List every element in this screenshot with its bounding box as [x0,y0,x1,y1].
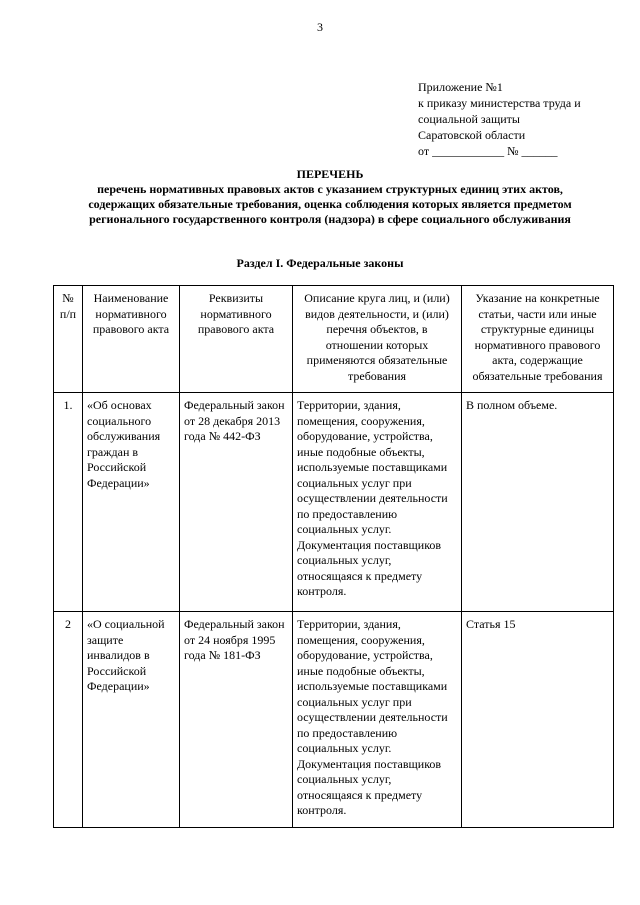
row-description [293,393,462,612]
appendix-date-line: от ____________ № ______ [418,144,558,158]
header-name: Наименование нормативного правового акта [83,286,180,393]
regulations-table [53,285,614,828]
row-description-text: Территории, здания, помещения, сооружения, оборудование, устройства, иные подобные объекты, используемые поставщиками социальных услуг при осуществлении деятельности по предоставлению социальных услуг. [297,398,448,536]
row-description-text: Документация поставщиков социальных услуг, относящаяся к предмету контроля. [297,537,442,598]
row-reference: В полном объеме. [462,393,614,612]
title-line: содержащих обязательные требования, оценка соблюдения которых является предметом [88,197,572,211]
row-name: «Об основах социального обслуживания граждан в Российской Федерации» [83,393,180,612]
page-number: 3 [317,20,323,34]
header-num: № п/п [54,286,83,393]
table-row [54,393,614,612]
row-num: 1. [54,393,83,612]
row-description-text: Территории, здания, помещения, сооружения, оборудование, устройства, иные подобные объекты, используемые поставщиками социальных услуг при осуществлении деятельности по предоставлению социальных услуг. Документация поставщиков социальных услуг, относящаяся к предмету контроля. [297,617,448,817]
row-description [293,612,462,828]
row-reference: Статья 15 [462,612,614,828]
appendix-line: социальной защиты [418,112,520,126]
title-heading: ПЕРЕЧЕНЬ [296,167,364,181]
row-name: «О социальной защите инвалидов в Российской Федерации» [83,612,180,828]
row-num: 2 [54,612,83,828]
appendix-line: Приложение №1 [418,80,503,94]
header-requisites: Реквизиты нормативного правового акта [180,286,293,393]
header-reference: Указание на конкретные статьи, части или иные структурные единицы нормативного правового акта, содержащие обязательные требования [462,286,614,393]
section-title: Раздел I. Федеральные законы [236,256,404,270]
row-requisites: Федеральный закон от 28 декабря 2013 года № 442-ФЗ [180,393,293,612]
header-description: Описание круга лиц, и (или) видов деятельности, и (или) перечня объектов, в отношении которых применяются обязательные требования [293,286,462,393]
appendix-line: к приказу министерства труда и [418,96,581,110]
appendix-block [418,79,581,159]
table-row [54,612,614,828]
appendix-line: Саратовской области [418,128,526,142]
title-line: перечень нормативных правовых актов с указанием структурных единиц этих актов, [97,182,563,196]
document-title [30,167,630,227]
table-header-row [54,286,614,393]
title-line: регионального государственного контроля (надзора) в сфере социального обслуживания [89,212,571,226]
row-requisites: Федеральный закон от 24 ноября 1995 года № 181-ФЗ [180,612,293,828]
